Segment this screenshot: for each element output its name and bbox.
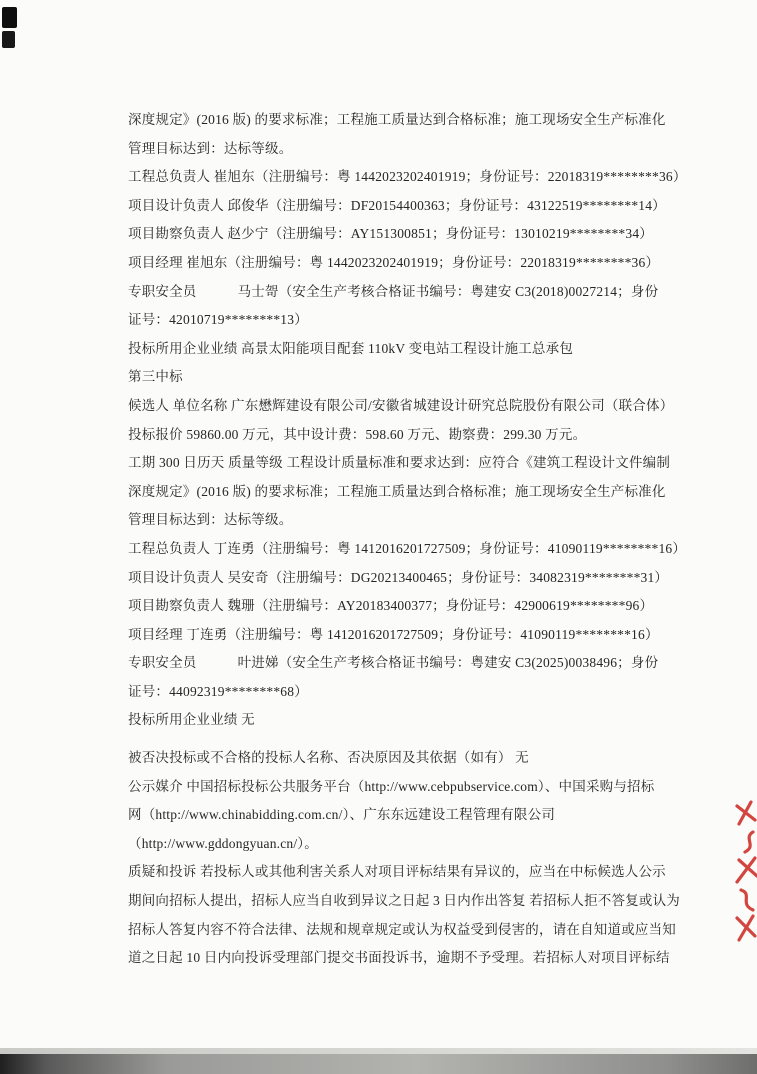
text-line: 工程总负责人 崔旭东（注册编号：粤 1442023202401919；身份证号：22018319********36） xyxy=(128,169,687,185)
text-line: 项目勘察负责人 魏珊（注册编号：AY20183400377；身份证号：42900619********96） xyxy=(128,598,654,614)
text-line: 质疑和投诉 若投标人或其他利害关系人对项目评标结果有异议的，应当在中标候选人公示 xyxy=(128,864,666,880)
red-seal-stamp-fragment xyxy=(729,798,757,948)
text-line: 证号：42010719********13） xyxy=(128,312,308,328)
text-line: 管理目标达到：达标等级。 xyxy=(128,512,293,528)
text-line: 道之日起 10 日内向投诉受理部门提交书面投诉书，逾期不予受理。若招标人对项目评标结 xyxy=(128,950,670,966)
text-line: 投标所用企业业绩 无 xyxy=(128,712,255,728)
text-line: 专职安全员 叶进娣（安全生产考核合格证书编号：粤建安 C3(2025)0038496；身份 xyxy=(128,655,659,671)
text-line: 深度规定》(2016 版) 的要求标准；工程施工质量达到合格标准；施工现场安全生产标准化 xyxy=(128,483,666,499)
text-line: 项目设计负责人 邱俊华（注册编号：DF20154400363；身份证号：43122519********14） xyxy=(128,197,666,213)
text-line: 招标人答复内容不符合法律、法规和规章规定或认为权益受到侵害的，请在自知道或应当知 xyxy=(128,921,676,937)
text-line: 工期 300 日历天 质量等级 工程设计质量标准和要求达到：应符合《建筑工程设计文件编制 xyxy=(128,455,671,471)
text-line: 第三中标 xyxy=(128,369,183,385)
red-seal-strokes xyxy=(729,798,757,948)
text-line: 项目经理 崔旭东（注册编号：粤 1442023202401919；身份证号：22018319********36） xyxy=(128,254,660,270)
document-text xyxy=(128,106,687,973)
text-line: 投标报价 59860.00 万元，其中设计费：598.60 万元、勘察费：299.30 万元。 xyxy=(128,426,587,442)
text-line: 期间向招标人提出，招标人应当自收到异议之日起 3 日内作出答复 若招标人拒不答复或认为 xyxy=(128,893,680,909)
text-line: 管理目标达到：达标等级。 xyxy=(128,140,293,156)
text-line: 深度规定》(2016 版) 的要求标准；工程施工质量达到合格标准；施工现场安全生产标准化 xyxy=(128,112,666,127)
text-line: 网（http://www.chinabidding.com.cn/）、广东东远建设工程管理有限公司 xyxy=(128,807,556,823)
text-line: 候选人 单位名称 广东懋辉建设有限公司/安徽省城建设计研究总院股份有限公司（联合体） xyxy=(128,397,674,413)
scan-artifact-bottom-band xyxy=(0,1054,757,1074)
scan-artifact-top-left-2 xyxy=(2,31,15,48)
text-line: 公示媒介 中国招标投标公共服务平台（http://www.cebpubservice.com）、中国采购与招标 xyxy=(128,778,655,794)
text-line: 被否决投标或不合格的投标人名称、否决原因及其依据（如有） 无 xyxy=(128,750,529,766)
text-line: 项目勘察负责人 赵少宁（注册编号：AY151300851；身份证号：13010219********34） xyxy=(128,226,653,242)
text-line: 证号：44092319********68） xyxy=(128,683,308,699)
text-line: 工程总负责人 丁连勇（注册编号：粤 1412016201727509；身份证号：41090119********16） xyxy=(128,540,687,556)
text-line: 投标所用企业业绩 高景太阳能项目配套 110kV 变电站工程设计施工总承包 xyxy=(128,340,574,356)
text-line: 专职安全员 马士哿（安全生产考核合格证书编号：粤建安 C3(2018)0027214；身份 xyxy=(128,283,659,299)
text-line: （http://www.gddongyuan.cn/）。 xyxy=(128,835,318,851)
scan-artifact-top-left-1 xyxy=(2,7,17,28)
text-line: 项目设计负责人 吴安奇（注册编号：DG20213400465；身份证号：34082319********31） xyxy=(128,569,669,585)
text-line: 项目经理 丁连勇（注册编号：粤 1412016201727509；身份证号：41090119********16） xyxy=(128,626,659,642)
